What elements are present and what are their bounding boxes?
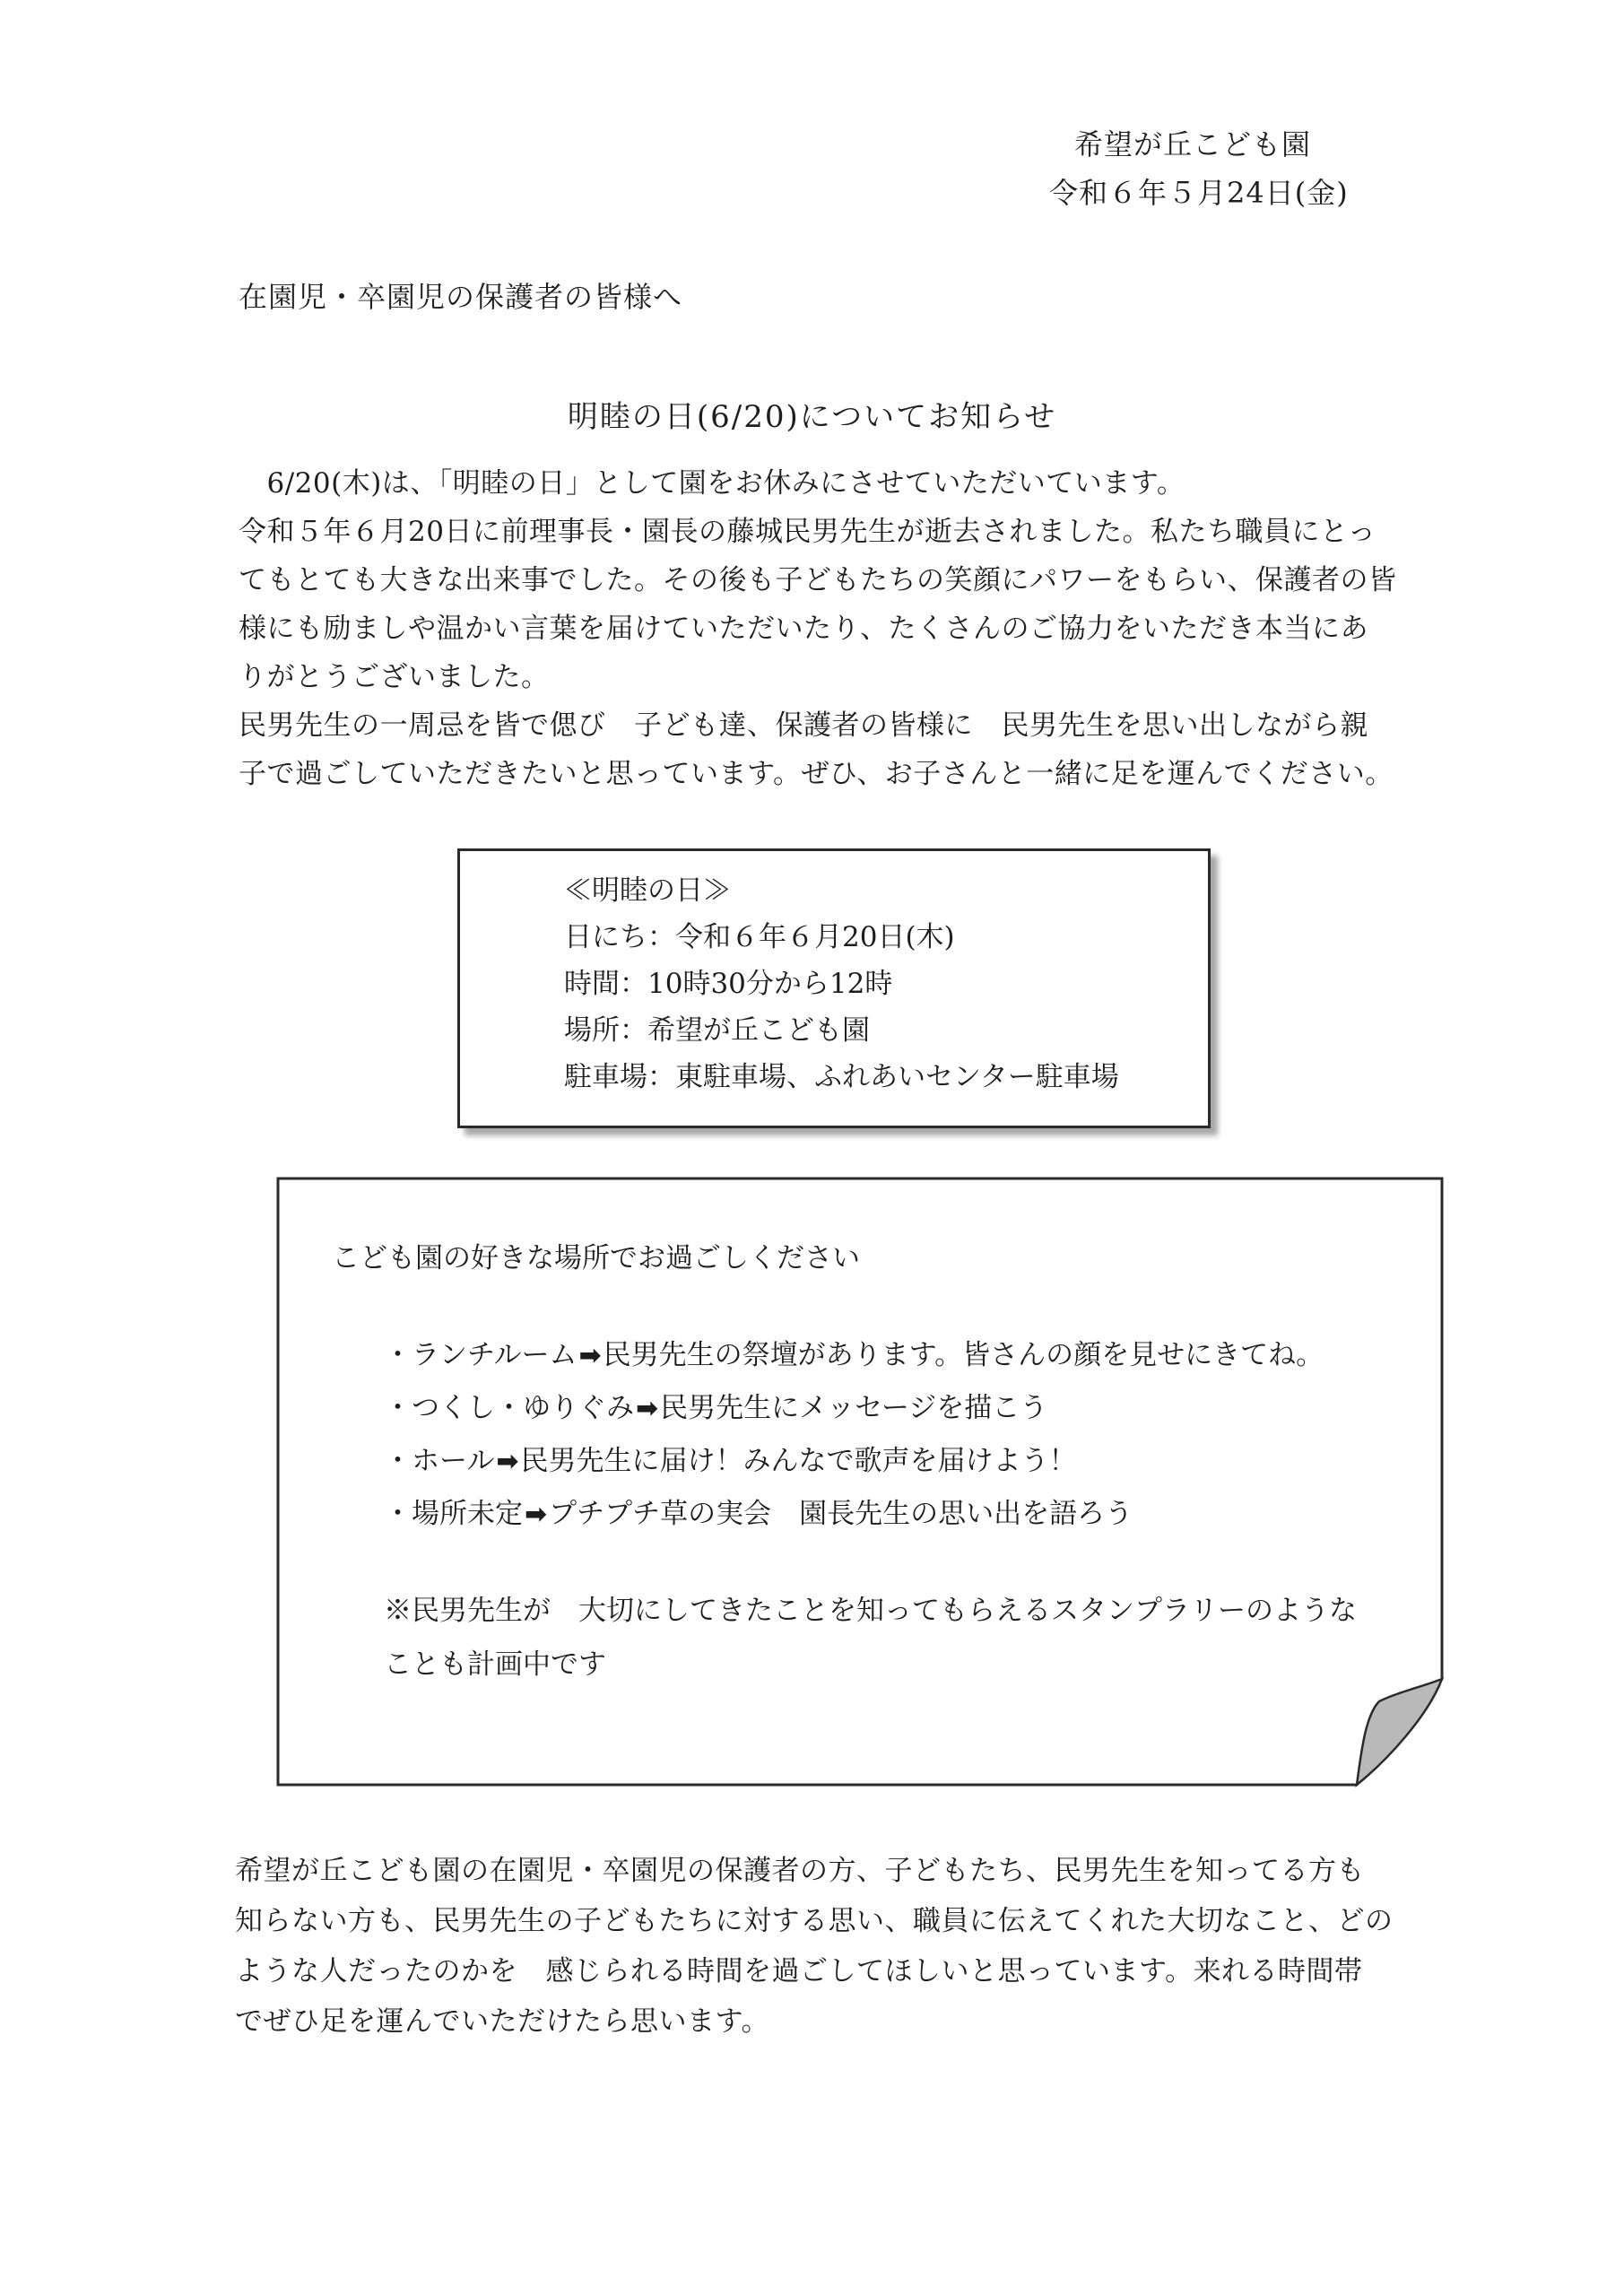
- activities-note: [276, 1177, 1460, 1796]
- list-item: ・つくし・ゆりぐみ➡民男先生にメッセージを描こう: [384, 1382, 1324, 1435]
- body-line: 令和５年６月20日に前理事長・園長の藤城民男先生が逝去されました。私たち職員にとっ: [239, 516, 1376, 548]
- list-item: ・ランチルーム➡民男先生の祭壇があります。皆さんの顔を見せにきてね。: [384, 1329, 1324, 1382]
- closing-line: 知らない方も、民男先生の子どもたちに対する思い、職員に伝えてくれた大切なこと、どの: [235, 1905, 1394, 1937]
- body-line: りがとうございました。: [239, 661, 550, 693]
- issue-date: 令和６年５月24日(金): [1049, 176, 1349, 210]
- info-place: 場所：希望が丘こども園: [564, 1014, 870, 1047]
- note-heading: こども園の好きな場所でお過ごしください: [332, 1242, 860, 1274]
- sender-name: 希望が丘こども園: [1074, 127, 1312, 161]
- closing-paragraph: [235, 1846, 1437, 2047]
- closing-line: 希望が丘こども園の在園児・卒園児の保護者の方、子どもたち、民男先生を知ってる方も: [235, 1855, 1365, 1887]
- info-parking: 駐車場：東駐車場、ふれあいセンター駐車場: [564, 1061, 1119, 1093]
- body-line: 民男先生の一周忌を皆で偲び 子ども達、保護者の皆様に 民男先生を思い出しながら親: [239, 709, 1368, 742]
- body-line: 6/20(木)は、「明睦の日」として園をお休みにさせていただいています。: [239, 467, 1185, 500]
- list-item: ・場所未定➡プチプチ草の実会 園長先生の思い出を語ろう: [384, 1488, 1324, 1541]
- event-info-box: [457, 848, 1211, 1128]
- right-arrow-icon: ➡: [496, 1446, 519, 1477]
- addressee: 在園児・卒園児の保護者の皆様へ: [239, 280, 683, 314]
- list-item: ・ホール➡民男先生に届け！みんなで歌声を届けよう！: [384, 1435, 1324, 1488]
- right-arrow-icon: ➡: [636, 1393, 659, 1424]
- body-line: てもとても大きな出来事でした。その後も子どもたちの笑顔にパワーをもらい、保護者の皆: [239, 564, 1397, 596]
- activity-list: [384, 1329, 1324, 1541]
- closing-line: でぜひ足を運んでいただけたら思います。: [235, 2005, 770, 2038]
- body-line: 様にも励ましや温かい言葉を届けていただいたり、たくさんのご協力をいただき本当にあ: [239, 613, 1368, 645]
- body-line: 子で過ごしていただきたいと思っています。ぜひ、お子さんと一緒に足を運んでください。: [239, 758, 1394, 790]
- body-paragraph: [239, 459, 1422, 798]
- info-time: 時間：10時30分から12時: [564, 968, 893, 1000]
- right-arrow-icon: ➡: [525, 1499, 548, 1530]
- notice-title: 明睦の日(6/20)についてお知らせ: [567, 399, 1057, 435]
- info-date: 日にち：令和６年６月20日(木): [564, 921, 955, 953]
- stamp-rally-remark: ※民男先生が 大切にしてきたことを知ってもらえるスタンプラリーのような ことも計画中です: [384, 1595, 1357, 1681]
- info-heading: ≪明睦の日≫: [564, 874, 731, 907]
- closing-line: ような人だったのかを 感じられる時間を過ごしてほしいと思っています。来れる時間帯: [235, 1955, 1363, 1987]
- right-arrow-icon: ➡: [578, 1340, 602, 1371]
